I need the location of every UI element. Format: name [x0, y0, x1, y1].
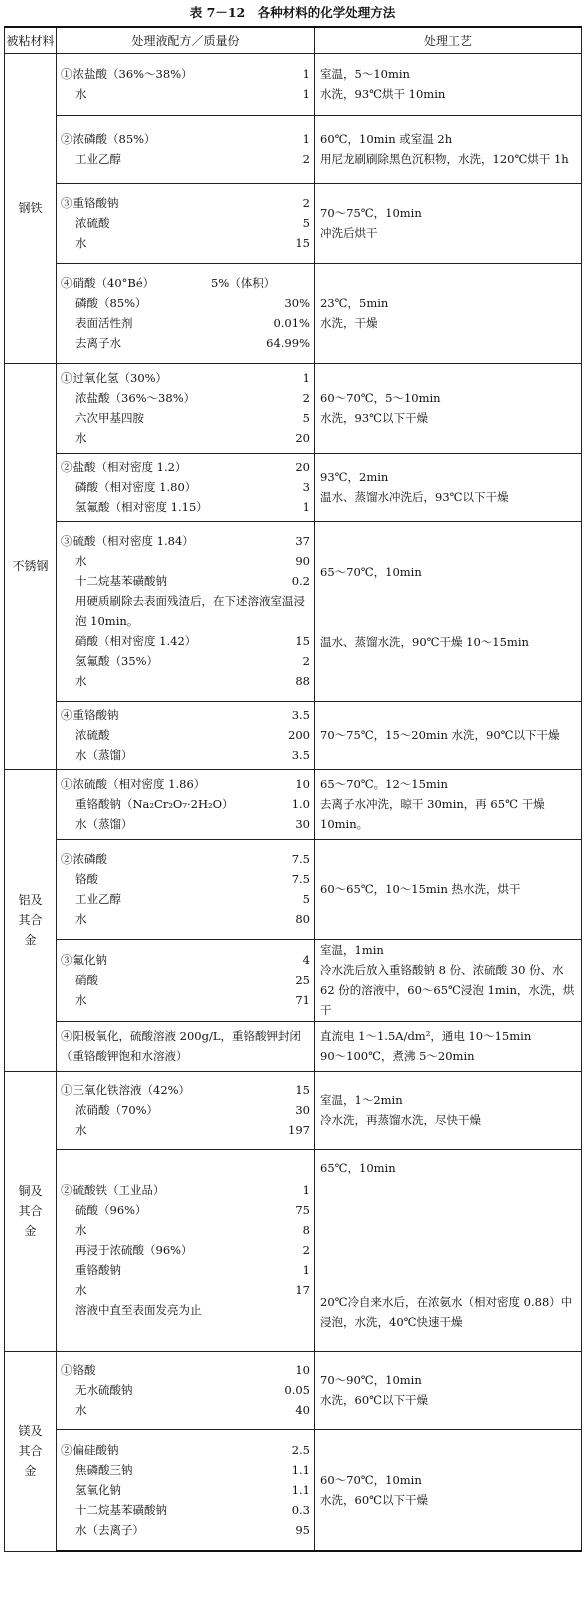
recipe-amount: 1.1: [291, 1462, 310, 1477]
group-magnesium-alloy: [5, 1351, 582, 1551]
recipe-ingredient: 焦磷酸三钠: [75, 1462, 133, 1477]
recipe-ingredient: 水: [75, 1283, 87, 1297]
table-row: [5, 1021, 582, 1071]
recipe-cell: [57, 1429, 315, 1551]
process-line: 70～75℃，15～20min 水洗，90℃以下干燥: [320, 728, 560, 742]
recipe-amount: 1: [302, 371, 310, 385]
recipe-amount: 10: [295, 1363, 310, 1377]
process-cell: [315, 701, 582, 769]
table-row: [5, 1149, 582, 1351]
recipe-amount: 3.5: [291, 748, 310, 762]
process-cell: [315, 1071, 582, 1149]
recipe-ingredient: 铬酸: [75, 872, 98, 886]
recipe-ingredient: ②盐酸（相对密度 1.2）: [61, 460, 187, 474]
recipe-ingredient: 水: [75, 993, 87, 1007]
process-line: 水洗，60℃以下干燥: [320, 1492, 428, 1507]
material-label: 铝及其合金: [18, 893, 43, 947]
recipe-ingredient: ③重铬酸钠: [61, 196, 119, 210]
recipe-ingredient: ②浓磷酸: [61, 852, 107, 866]
recipe-cell: [57, 521, 315, 701]
material-label: 镁及其合金: [18, 1424, 43, 1478]
table-row: [5, 183, 582, 263]
recipe-cell: [57, 453, 315, 521]
recipe-ingredient: ①浓硫酸（相对密度 1.86）: [61, 777, 206, 791]
recipe-amount: 17: [295, 1283, 310, 1297]
recipe-amount: 5: [302, 216, 310, 230]
recipe-amount: 0.05: [284, 1383, 310, 1397]
table-row: [5, 263, 582, 363]
process-cell: [315, 115, 582, 183]
process-line: 室温，1～2min: [320, 1093, 403, 1107]
recipe-ingredient: 水: [75, 87, 87, 101]
process-line: 90～100℃，煮沸 5～20min: [320, 1049, 475, 1063]
recipe-cell: [57, 183, 315, 263]
process-cell: [315, 1149, 582, 1351]
recipe-ingredient: 水: [75, 236, 87, 250]
recipe-ingredient: 十二烷基苯磺酸钠: [75, 574, 167, 588]
recipe-ingredient: 重铬酸钠: [75, 1263, 121, 1277]
process-line: 水洗，60℃以下干燥: [320, 1393, 428, 1407]
table-row: [5, 701, 582, 769]
recipe-amount: 8: [302, 1223, 310, 1237]
process-line: 60～70℃，10min: [320, 1472, 422, 1487]
recipe-amount: 2: [302, 196, 310, 210]
recipe-ingredient: ③氟化钠: [61, 953, 107, 967]
process-line: 60～70℃，5～10min: [320, 391, 441, 405]
material-cell: [5, 769, 57, 1071]
material-cell: [5, 1071, 57, 1351]
process-line: 室温，5～10min: [320, 67, 410, 81]
recipe-amount: 2: [302, 1243, 310, 1257]
recipe-ingredient: 去离子水: [75, 336, 121, 350]
recipe-amount: 5: [302, 892, 310, 906]
recipe-ingredient: ④硝酸（40°Bé）: [61, 276, 155, 290]
header-recipe: 处理液配方／质量份: [57, 27, 315, 53]
recipe-cell: [57, 769, 315, 839]
recipe-ingredient: 磷酸（相对密度 1.80）: [75, 480, 197, 494]
table-row: [5, 1071, 582, 1149]
process-line: 水洗，93℃烘干 10min: [320, 87, 446, 101]
recipe-cell: [57, 701, 315, 769]
process-cell: [315, 183, 582, 263]
table-row: [5, 1351, 582, 1429]
recipe-ingredient: 水: [75, 912, 87, 926]
group-steel: [5, 53, 582, 363]
recipe-amount: 20: [295, 431, 310, 445]
recipe-amount: 80: [295, 912, 310, 926]
recipe-amount: 10: [295, 777, 310, 791]
recipe-amount: 15: [295, 634, 310, 648]
recipe-ingredient: 重铬酸钠（Na₂Cr₂O₇·2H₂O）: [75, 797, 234, 811]
process-line: 70～90℃，10min: [320, 1373, 422, 1387]
recipe-ingredient: ④重铬酸钠: [61, 708, 119, 722]
table-row: [5, 521, 582, 701]
recipe-amount: 3: [302, 480, 310, 494]
recipe-ingredient: 浓硫酸: [75, 216, 110, 230]
process-cell: [315, 453, 582, 521]
process-line: 冷水洗，再蒸馏水洗，尽快干燥: [320, 1113, 481, 1127]
recipe-amount: 2: [302, 654, 310, 668]
recipe-ingredient: 六次甲基四胺: [75, 411, 144, 425]
recipe-cell: [57, 839, 315, 939]
recipe-cell: [57, 53, 315, 115]
process-line: 去离子水冲洗，晾干 30min，再 65℃ 干燥 10min。: [320, 797, 545, 831]
recipe-ingredient: 水: [75, 554, 87, 568]
recipe-amount: 30: [295, 817, 310, 831]
recipe-ingredient: 水（蒸馏）: [75, 817, 133, 831]
recipe-amount: 4: [302, 953, 310, 967]
recipe-amount: 197: [288, 1123, 310, 1137]
process-cell: [315, 1351, 582, 1429]
table-row: [5, 53, 582, 115]
recipe-cell: [57, 115, 315, 183]
recipe-ingredient: 硝酸（相对密度 1.42）: [75, 634, 197, 648]
recipe-amount: 71: [295, 993, 310, 1007]
table-row: [5, 769, 582, 839]
recipe-amount: 1: [302, 132, 310, 146]
process-cell: [315, 769, 582, 839]
recipe-ingredient: 表面活性剂: [75, 316, 133, 330]
recipe-amount: 5%（体积）: [211, 276, 276, 290]
process-line: 60～65℃，10～15min 热水洗，烘干: [320, 882, 521, 896]
process-line: 冷水洗后放入重铬酸钠 8 份、浓硫酸 30 份、水 62 份的溶液中，60～65℃浸泡 1min，水洗，烘干: [320, 963, 575, 1017]
recipe-amount: 200: [288, 728, 310, 742]
process-line: 65～70℃，10min: [320, 564, 422, 579]
recipe-ingredient: 十二烷基苯磺酸钠: [75, 1502, 167, 1517]
recipe-amount: 1.1: [291, 1482, 310, 1497]
recipe-cell: [57, 1149, 315, 1351]
recipe-amount: 5: [302, 411, 310, 425]
recipe-ingredient: ①过氧化氢（30%）: [61, 371, 168, 385]
process-cell: [315, 53, 582, 115]
recipe-amount: 1: [302, 1263, 310, 1277]
table-row: [5, 839, 582, 939]
recipe-amount: 20: [295, 460, 310, 474]
process-cell: [315, 263, 582, 363]
recipe-cell: [57, 1351, 315, 1429]
material-cell: 不锈钢: [5, 363, 57, 769]
recipe-amount: 0.2: [291, 574, 310, 588]
header-material: 被粘材料: [5, 27, 57, 53]
recipe-amount: 90: [295, 554, 310, 568]
recipe-note: ④阳极氧化，硫酸溶液 200g/L，重铬酸钾封闭（重铬酸钾饱和水溶液）: [61, 1029, 301, 1063]
recipe-ingredient: ②浓磷酸（85%）: [61, 132, 156, 146]
recipe-amount: 15: [295, 236, 310, 250]
recipe-ingredient: 无水硫酸钠: [75, 1383, 133, 1397]
process-line: 室温，1min: [320, 943, 384, 957]
process-line: 温水、蒸馏水洗，90℃干燥 10～15min: [320, 634, 529, 649]
process-line: 温水、蒸馏水冲洗后，93℃以下干燥: [320, 490, 509, 504]
recipe-ingredient: ①三氧化铁溶液（42%）: [61, 1083, 191, 1097]
material-cell: [5, 1351, 57, 1551]
recipe-ingredient: ②偏硅酸钠: [61, 1442, 119, 1457]
recipe-ingredient: 再浸于浓硫酸（96%）: [75, 1243, 193, 1257]
process-line: 20℃冷自来水后，在浓氨水（相对密度 0.88）中浸泡，水洗，40℃快速干燥: [320, 1294, 573, 1329]
recipe-ingredient: 浓硝酸（70%）: [75, 1103, 159, 1117]
recipe-ingredient: 氢氟酸（相对密度 1.15）: [75, 500, 208, 514]
recipe-ingredient: ②硫酸铁（工业品）: [61, 1183, 165, 1197]
material-cell: 钢铁: [5, 53, 57, 363]
table-row: [5, 939, 582, 1021]
recipe-amount: 0.01%: [273, 316, 310, 330]
recipe-amount: 0.3: [291, 1502, 310, 1517]
process-line: 70～75℃，10min: [320, 206, 422, 220]
recipe-ingredient: ③硫酸（相对密度 1.84）: [61, 534, 194, 548]
recipe-ingredient: 水: [75, 1403, 87, 1417]
recipe-note: 用硬质刷除去表面残渣后，在下述溶液室温浸泡 10min。: [75, 594, 305, 628]
process-line: 用尼龙刷刷除黑色沉积物，水洗，120℃烘干 1h: [320, 152, 569, 166]
recipe-ingredient: 工业乙醇: [75, 892, 121, 906]
recipe-cell: [57, 939, 315, 1021]
recipe-amount: 64.99%: [266, 336, 310, 350]
recipe-ingredient: 水（去离子）: [75, 1522, 144, 1537]
recipe-amount: 15: [295, 1083, 310, 1097]
recipe-amount: 3.5: [291, 708, 310, 722]
chemical-treatment-table: [4, 26, 582, 1552]
recipe-ingredient: 水: [75, 1223, 87, 1237]
process-cell: [315, 1021, 582, 1071]
process-cell: [315, 939, 582, 1021]
recipe-ingredient: 溶液中直至表面发亮为止: [75, 1303, 202, 1317]
recipe-amount: 7.5: [291, 852, 310, 866]
recipe-amount: 25: [295, 973, 310, 987]
process-line: 水洗，93℃以下干燥: [320, 411, 428, 425]
process-line: 23℃，5min: [320, 296, 389, 310]
recipe-amount: 37: [295, 534, 310, 548]
recipe-amount: 30: [295, 1103, 310, 1117]
recipe-ingredient: 工业乙醇: [75, 152, 121, 166]
recipe-amount: 1: [302, 500, 310, 514]
group-aluminum-alloy: [5, 769, 582, 1071]
recipe-amount: 2: [302, 391, 310, 405]
recipe-amount: 75: [295, 1203, 310, 1217]
recipe-amount: 1: [302, 87, 310, 101]
recipe-ingredient: 硝酸: [75, 973, 98, 987]
process-cell: [315, 1429, 582, 1551]
recipe-amount: 1.0: [291, 797, 310, 811]
recipe-ingredient: 水（蒸馏）: [75, 748, 133, 762]
process-line: 93℃，2min: [320, 470, 389, 484]
process-line: 65℃，10min: [320, 1160, 396, 1175]
recipe-amount: 40: [295, 1403, 310, 1417]
recipe-amount: 1: [302, 1183, 310, 1197]
process-line: 直流电 1～1.5A/dm²，通电 10～15min: [320, 1029, 532, 1043]
recipe-ingredient: 水: [75, 1123, 87, 1137]
recipe-ingredient: ①铬酸: [61, 1363, 96, 1377]
recipe-amount: 2.5: [291, 1442, 310, 1457]
recipe-ingredient: 水: [75, 674, 87, 688]
process-cell: [315, 839, 582, 939]
recipe-amount: 1: [302, 67, 310, 81]
recipe-amount: 7.5: [291, 872, 310, 886]
table-row: [5, 453, 582, 521]
process-line: 60℃，10min 或室温 2h: [320, 132, 453, 146]
recipe-amount: 30%: [284, 296, 310, 310]
recipe-cell: [57, 263, 315, 363]
material-label: 铜及其合金: [18, 1184, 43, 1238]
recipe-cell: [57, 1071, 315, 1149]
recipe-ingredient: 硫酸（96%）: [75, 1203, 147, 1217]
recipe-ingredient: ①浓盐酸（36%～38%）: [61, 67, 193, 81]
recipe-cell: [57, 363, 315, 453]
recipe-ingredient: 氢氧化钠: [75, 1482, 121, 1497]
recipe-amount: 88: [295, 674, 310, 688]
process-line: 水洗，干燥: [320, 316, 378, 330]
group-copper-alloy: [5, 1071, 582, 1351]
header-process: 处理工艺: [315, 27, 582, 53]
recipe-amount: 2: [302, 152, 310, 166]
table-row: [5, 1429, 582, 1551]
table-row: [5, 363, 582, 453]
process-cell: [315, 521, 582, 701]
table-row: [5, 115, 582, 183]
recipe-ingredient: 浓盐酸（36%～38%）: [75, 391, 196, 405]
recipe-cell: [57, 1021, 315, 1071]
process-cell: [315, 363, 582, 453]
recipe-ingredient: 浓硫酸: [75, 728, 110, 742]
recipe-ingredient: 磷酸（85%）: [75, 296, 147, 310]
header-row: [5, 27, 582, 53]
recipe-ingredient: 水: [75, 431, 87, 445]
process-line: 65～70℃。12～15min: [320, 777, 448, 791]
table-caption: 表 7－12 各种材料的化学处理方法: [189, 5, 396, 20]
group-stainless-steel: [5, 363, 582, 769]
process-line: 冲洗后烘干: [320, 226, 378, 240]
recipe-ingredient: 氢氟酸（35%）: [75, 654, 159, 668]
recipe-amount: 95: [295, 1522, 310, 1537]
